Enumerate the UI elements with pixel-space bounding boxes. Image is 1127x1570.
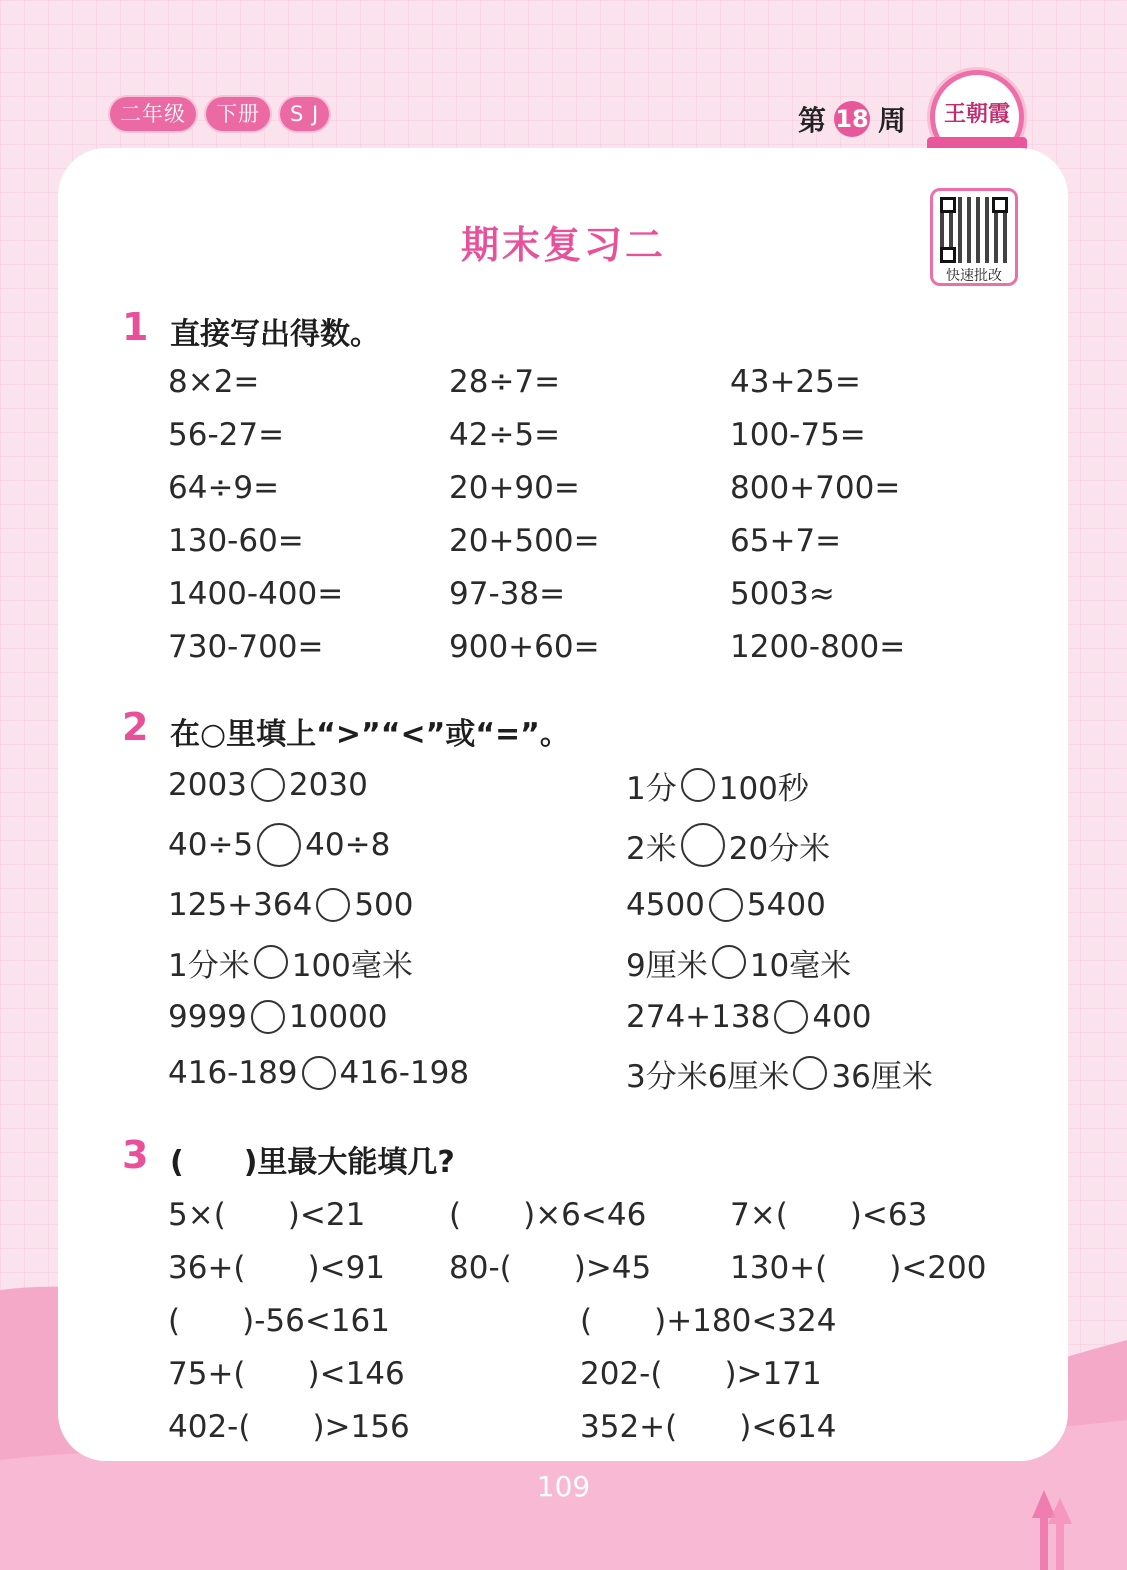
compare-item (626, 1050, 933, 1096)
calc-item: 730-700= (168, 629, 324, 665)
fill-item[interactable]: ( )×6<46 (449, 1196, 647, 1233)
section-3-number: 3 (122, 1133, 149, 1177)
calc-item: 800+700= (730, 470, 901, 506)
calc-item: 42÷5= (449, 417, 561, 453)
answer-circle[interactable] (712, 945, 746, 979)
answer-circle[interactable] (302, 1056, 336, 1090)
compare-right: 2030 (288, 767, 368, 803)
calc-item: 5003≈ (730, 576, 835, 612)
fill-item[interactable]: 352+( )<614 (580, 1408, 837, 1445)
section-1-number: 1 (122, 305, 149, 349)
edition-tag: S J (280, 97, 329, 131)
compare-left: 40÷5 (168, 827, 254, 863)
compare-item (168, 939, 413, 985)
calc-item: 1400-400= (168, 576, 344, 612)
answer-circle[interactable] (709, 888, 743, 922)
page-number: 109 (536, 1470, 591, 1503)
answer-circle[interactable] (251, 768, 285, 802)
fill-item[interactable]: 75+( )<146 (168, 1355, 405, 1392)
compare-left: 3分米6厘米 (626, 1058, 790, 1095)
calc-item: 8×2= (168, 364, 260, 400)
page-title: 期末复习二 (460, 223, 666, 267)
fill-item[interactable]: 36+( )<91 (168, 1249, 386, 1286)
answer-circle[interactable] (251, 1000, 285, 1034)
compare-item (168, 822, 390, 868)
compare-item (626, 762, 809, 808)
volume-tag: 下册 (206, 97, 270, 131)
calc-item: 97-38= (449, 576, 566, 612)
week-suffix: 周 (878, 104, 907, 137)
section-1-instruction: 直接写出得数。 (170, 317, 380, 352)
compare-right: 5400 (746, 887, 826, 923)
fill-item[interactable]: 80-( )>45 (449, 1249, 652, 1286)
compare-left: 2003 (168, 767, 247, 803)
fill-item[interactable]: 202-( )>171 (580, 1355, 822, 1392)
compare-item (168, 994, 388, 1040)
calc-item: 100-75= (730, 417, 866, 453)
fill-item[interactable]: 130+( )<200 (730, 1249, 987, 1286)
calc-item: 20+500= (449, 523, 600, 559)
calc-item: 20+90= (449, 470, 580, 506)
compare-left: 416-189 (168, 1055, 298, 1091)
compare-item (626, 939, 851, 985)
compare-left: 9厘米 (626, 947, 708, 984)
week-number-badge: 18 (834, 101, 870, 137)
compare-right: 10毫米 (749, 947, 852, 984)
answer-circle[interactable] (316, 888, 350, 922)
answer-circle[interactable] (257, 823, 301, 867)
calc-item: 900+60= (449, 629, 600, 665)
fill-item[interactable]: ( )-56<161 (168, 1302, 390, 1339)
answer-circle[interactable] (774, 1000, 808, 1034)
week-indicator (798, 97, 906, 141)
answer-circle[interactable] (681, 823, 725, 867)
compare-left: 2米 (626, 830, 677, 867)
compare-left: 9999 (168, 999, 247, 1035)
qr-finder-icon (992, 197, 1008, 213)
week-prefix: 第 (798, 104, 827, 137)
grade-tags (110, 97, 329, 131)
compare-item (168, 1050, 469, 1096)
qr-finder-icon (940, 247, 956, 263)
compare-right: 100秒 (718, 770, 809, 807)
fill-item[interactable]: 402-( )>156 (168, 1408, 410, 1445)
section-2-instruction: 在○里填上“>”“<”或“=”。 (170, 717, 570, 752)
qr-code-box[interactable] (930, 188, 1018, 286)
answer-circle[interactable] (681, 768, 715, 802)
calc-item: 64÷9= (168, 470, 280, 506)
fill-item[interactable]: 7×( )<63 (730, 1196, 928, 1233)
compare-left: 1分 (626, 770, 677, 807)
calc-item: 43+25= (730, 364, 861, 400)
calc-item: 1200-800= (730, 629, 906, 665)
compare-right: 10000 (288, 999, 388, 1035)
compare-right: 400 (812, 999, 872, 1035)
qr-finder-icon (940, 197, 956, 213)
section-2-number: 2 (122, 705, 149, 749)
compare-left: 274+138 (626, 999, 771, 1035)
compare-left: 125+364 (168, 887, 313, 923)
calc-item: 130-60= (168, 523, 304, 559)
compare-right: 40÷8 (305, 827, 391, 863)
compare-item (168, 882, 414, 928)
fill-item[interactable]: ( )+180<324 (580, 1302, 837, 1339)
answer-circle[interactable] (793, 1056, 827, 1090)
compare-item (168, 762, 368, 808)
calc-item: 56-27= (168, 417, 285, 453)
section-3-instruction: ( )里最大能填几? (170, 1145, 455, 1180)
qr-label: 快速批改 (946, 268, 1002, 284)
calc-item: 65+7= (730, 523, 842, 559)
compare-item (626, 994, 872, 1040)
compare-left: 1分米 (168, 947, 250, 984)
fill-item[interactable]: 5×( )<21 (168, 1196, 366, 1233)
compare-right: 500 (354, 887, 414, 923)
logo-text: 王朝霞 (943, 101, 1010, 127)
compare-right: 20分米 (728, 830, 831, 867)
calc-item: 28÷7= (449, 364, 561, 400)
compare-right: 100毫米 (291, 947, 413, 984)
compare-item (626, 882, 826, 928)
compare-item (626, 822, 830, 868)
answer-circle[interactable] (254, 945, 288, 979)
grade-tag: 二年级 (110, 97, 196, 131)
compare-right: 416-198 (339, 1055, 470, 1091)
compare-right: 36厘米 (831, 1058, 933, 1095)
compare-left: 4500 (626, 887, 705, 923)
arrow-up-icon (1030, 1490, 1074, 1570)
